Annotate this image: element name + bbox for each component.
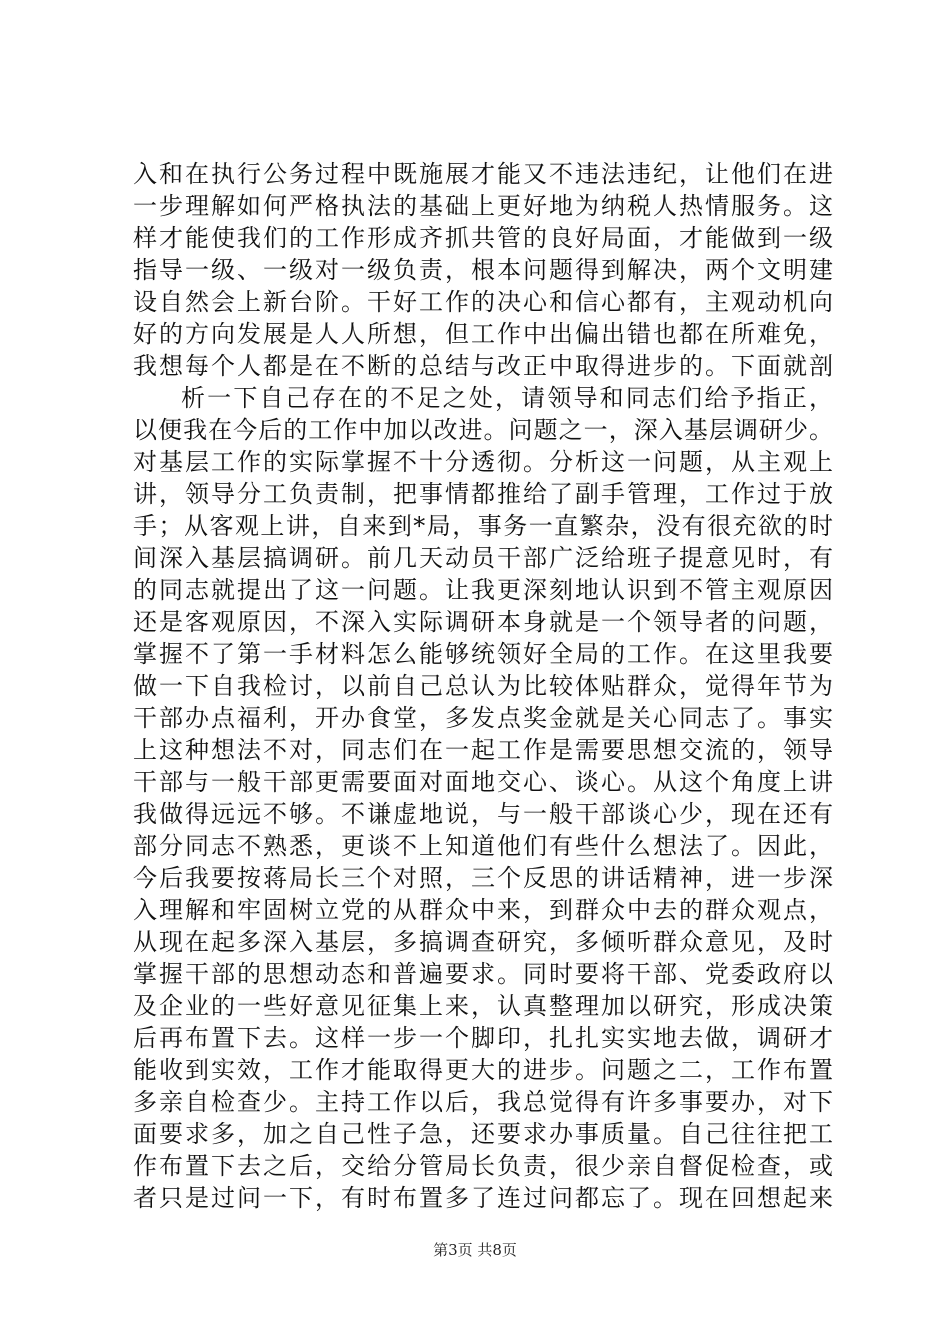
text-line: 析一下自己存在的不足之处，请领导和同志们给予指正， bbox=[181, 384, 833, 412]
text-line: 面要求多，加之自己性子急，还要求办事质量。自己往往把工 bbox=[133, 1120, 833, 1148]
text-line: 手；从客观上讲，自来到*局，事务一直繁杂，没有很充欲的时 bbox=[133, 512, 833, 540]
text-line: 干部与一般干部更需要面对面地交心、谈心。从这个角度上讲 bbox=[133, 768, 833, 796]
text-line: 后再布置下去。这样一步一个脚印，扎扎实实地去做，调研才 bbox=[133, 1024, 833, 1052]
body-text bbox=[133, 158, 833, 1214]
text-line: 做一下自我检讨，以前自己总认为比较体贴群众，觉得年节为 bbox=[133, 672, 833, 700]
text-line: 还是客观原因，不深入实际调研本身就是一个领导者的问题， bbox=[133, 608, 833, 636]
text-line: 样才能使我们的工作形成齐抓共管的良好局面，才能做到一级 bbox=[133, 224, 833, 252]
text-line: 能收到实效，工作才能取得更大的进步。问题之二，工作布置 bbox=[133, 1056, 833, 1084]
text-line: 的同志就提出了这一问题。让我更深刻地认识到不管主观原因 bbox=[133, 576, 833, 604]
text-line: 我想每个人都是在不断的总结与改正中取得进步的。下面就剖 bbox=[133, 352, 833, 380]
text-line: 干部办点福利，开办食堂，多发点奖金就是关心同志了。事实 bbox=[133, 704, 833, 732]
text-line: 入和在执行公务过程中既施展才能又不违法违纪，让他们在进 bbox=[133, 160, 833, 188]
text-line: 我做得远远不够。不谦虚地说，与一般干部谈心少，现在还有 bbox=[133, 800, 833, 828]
text-line: 掌握不了第一手材料怎么能够统领好全局的工作。在这里我要 bbox=[133, 640, 833, 668]
text-line: 以便我在今后的工作中加以改进。问题之一，深入基层调研少。 bbox=[133, 416, 833, 444]
text-line: 今后我要按蒋局长三个对照，三个反思的讲话精神，进一步深 bbox=[133, 864, 833, 892]
text-line: 多亲自检查少。主持工作以后，我总觉得有许多事要办，对下 bbox=[133, 1088, 833, 1116]
text-line: 者只是过问一下，有时布置多了连过问都忘了。现在回想起来 bbox=[133, 1184, 833, 1212]
text-line: 间深入基层搞调研。前几天动员干部广泛给班子提意见时，有 bbox=[133, 544, 833, 572]
text-line: 掌握干部的思想动态和普遍要求。同时要将干部、党委政府以 bbox=[133, 960, 833, 988]
text-line: 讲，领导分工负责制，把事情都推给了副手管理，工作过于放 bbox=[133, 480, 833, 508]
text-line: 上这种想法不对，同志们在一起工作是需要思想交流的，领导 bbox=[133, 736, 833, 764]
page-number-footer: 第3页 共8页 bbox=[433, 1241, 517, 1259]
text-line: 一步理解如何严格执法的基础上更好地为纳税人热情服务。这 bbox=[133, 192, 833, 220]
text-line: 对基层工作的实际掌握不十分透彻。分析这一问题，从主观上 bbox=[133, 448, 833, 476]
text-line: 指导一级、一级对一级负责，根本问题得到解决，两个文明建 bbox=[133, 256, 833, 284]
text-line: 从现在起多深入基层，多搞调查研究，多倾听群众意见，及时 bbox=[133, 928, 833, 956]
text-line: 部分同志不熟悉，更谈不上知道他们有些什么想法了。因此， bbox=[133, 832, 833, 860]
text-line: 设自然会上新台阶。干好工作的决心和信心都有，主观动机向 bbox=[133, 288, 833, 316]
text-line: 作布置下去之后，交给分管局长负责，很少亲自督促检查，或 bbox=[133, 1152, 833, 1180]
text-line: 及企业的一些好意见征集上来，认真整理加以研究，形成决策 bbox=[133, 992, 833, 1020]
text-line: 入理解和牢固树立党的从群众中来，到群众中去的群众观点， bbox=[133, 896, 833, 924]
text-line: 好的方向发展是人人所想，但工作中出偏出错也都在所难免， bbox=[133, 320, 833, 348]
